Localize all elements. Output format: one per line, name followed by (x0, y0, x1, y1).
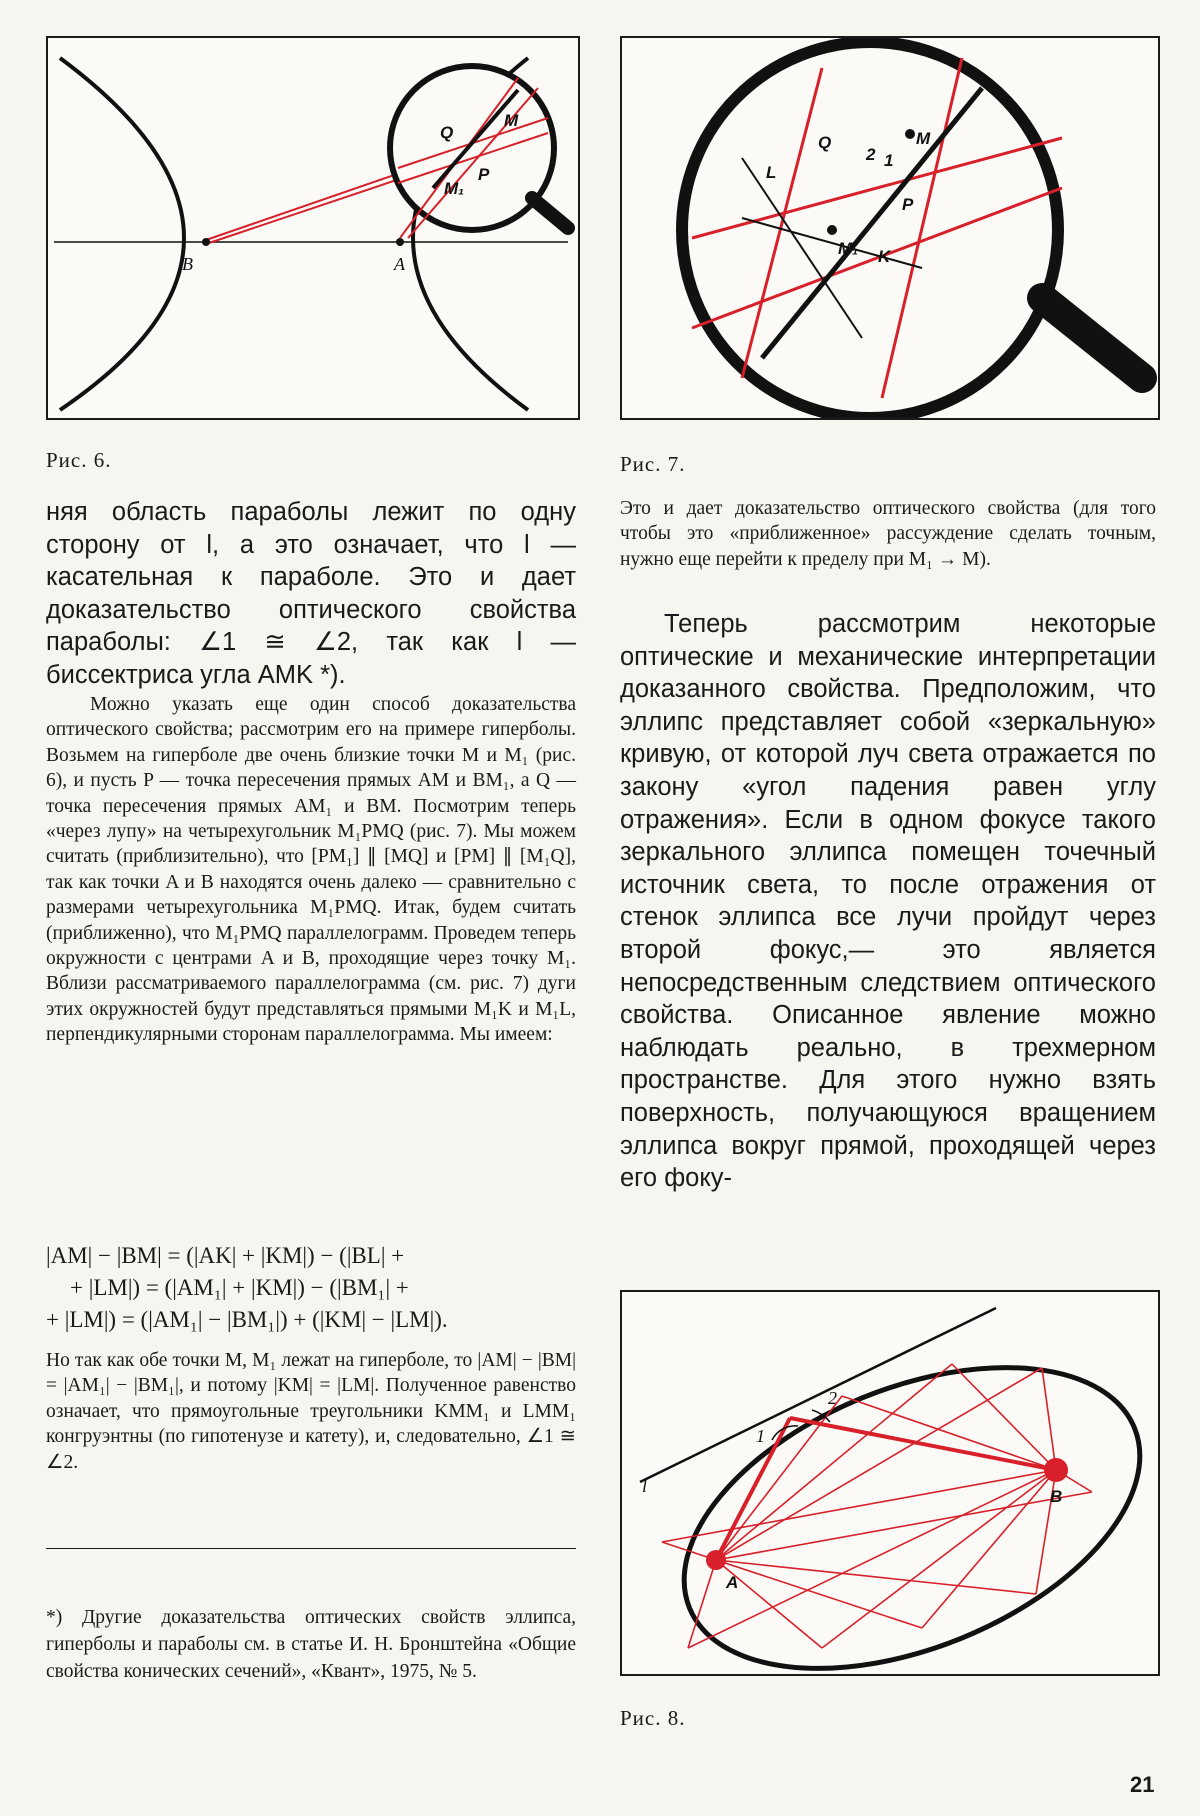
label-a: A (726, 1573, 739, 1592)
figure-7-drawing (622, 38, 1158, 418)
label-k: K (878, 247, 891, 266)
point-b (202, 238, 210, 246)
left-after-equation-text: Но так как обе точки M, M₁ лежат на гиперболе, то |AM| − |BM| = |AM₁| − |BM₁|, и потому |KM| = |LM|. Полученное равенство означает, что прямоугольные треугольники KMM₁ и LMM₁ конгруэнтны (по гипотенузе и катету), и, следовательно, ∠1 ≅ ∠2. (46, 1350, 576, 1473)
right-small-text: Это и дает доказательство оптического свойства (для того чтобы это «приближенное» рассуждение сделать точным, нужно еще перейти к пределу при M₁ → M). (620, 498, 1156, 570)
label-m: M (504, 111, 519, 130)
figure-8 (620, 1290, 1160, 1676)
figure-7-caption: Рис. 7. (620, 452, 686, 476)
label-l: l (642, 1476, 648, 1496)
magnifier-lens (682, 42, 1058, 418)
point-m1 (827, 225, 837, 235)
magnifier-handle (1042, 298, 1142, 378)
tangent-line-l (640, 1308, 996, 1482)
label-a: A (394, 254, 405, 274)
magnifier-handle (532, 198, 568, 228)
hyperbola-left-branch (60, 58, 184, 410)
point-m (905, 129, 915, 139)
figure-7 (620, 36, 1160, 420)
label-p: P (478, 165, 490, 184)
label-q: Q (818, 133, 832, 152)
label-b: B (182, 254, 193, 274)
label-q: Q (440, 123, 454, 142)
label-m1: M₁ (444, 179, 465, 198)
equation-line-1: |AM| − |BM| = (|AK| + |KM|) − (|BL| + (46, 1243, 405, 1268)
equation-line-3: + |LM|) = (|AM₁| − |BM₁|) + (|KM| − |LM|). (46, 1307, 448, 1332)
label-angle-2: 2 (866, 145, 876, 164)
ellipse (641, 1308, 1158, 1674)
magnifier-lens (390, 66, 554, 230)
label-angle-1: 1 (756, 1426, 765, 1446)
left-small-text: Можно указать еще один способ доказательства оптического свойства; рассмотрим его на примере гиперболы. Возьмем на гиперболе две очень близкие точки M и M₁ (рис. 6), и пусть P — точка пересечения прямых AM и BM₁, а Q — точка пересечения прямых AM₁ и BM. Посмотрим теперь «через лупу» на четырехугольник M₁PMQ (рис. 7). Мы можем считать (приблизительно), что [PM₁] ∥ [MQ] и [PM] ∥ [M₁Q], так как точки A и B находятся очень далеко — сравнительно с размерами четырехугольника M₁PMQ. Итак, будем считать (приближенно), что M₁PMQ параллелограмм. Проведем теперь окружности с центрами A и B, проходящие через точку M₁. Вблизи рассматриваемого параллелограмма (см. рис. 7) дуги этих окружностей будут представляться прямыми M₁K и M₁L, перпендикулярными сторонам параллелограмма. Мы имеем: (46, 694, 576, 1046)
figure-8-caption: Рис. 8. (620, 1706, 686, 1730)
footnote-rule (46, 1548, 576, 1549)
figure-6-drawing (48, 38, 578, 418)
label-angle-2: 2 (828, 1388, 837, 1408)
label-angle-1: 1 (884, 151, 894, 170)
equation-block (46, 1240, 576, 1336)
focus-a-burst (706, 1550, 726, 1570)
label-p: P (902, 195, 914, 214)
label-b: B (1050, 1487, 1063, 1506)
focus-b-burst (1044, 1458, 1068, 1482)
label-m1: M₁ (838, 239, 859, 258)
point-a (396, 238, 404, 246)
equation-line-2: + |LM|) = (|AM₁| + |KM|) − (|BM₁| + (70, 1275, 409, 1300)
label-m: M (916, 129, 931, 148)
label-l: L (766, 163, 777, 182)
footnote: *) Другие доказательства оптических свойств эллипса, гиперболы и параболы см. в статье И. Н. Бронштейна «Общие свойства конических сечений», «Квант», 1975, № 5. (46, 1607, 576, 1682)
left-main-text: няя область параболы лежит по одну сторону от l, а это означает, что l — касательная к параболе. Это и дает доказательство оптического свойства параболы: ∠1 ≅ ∠2, так как l — биссектриса угла AMK *). (46, 498, 576, 689)
figure-6 (46, 36, 580, 420)
right-main-text: Теперь рассмотрим некоторые оптические и механические интерпретации доказанного свойства. Предположим, что эллипс представляет собой «зеркальную» кривую, от которой луч света отражается по закону «угол падения равен углу отражения». Если в одном фокусе такого зеркального эллипса помещен точечный источник света, то после отражения от стенок эллипса все лучи пройдут через второй фокус,— это является непосредственным следствием оптического свойства. Описанное явление можно наблюдать реально, в трехмерном пространстве. Для этого нужно взять поверхность, получающуюся вращением эллипса вокруг прямой, проходящей через его фоку- (620, 610, 1156, 1193)
figure-8-drawing (622, 1292, 1158, 1674)
page-number: 21 (1130, 1772, 1155, 1797)
figure-6-caption: Рис. 6. (46, 448, 112, 472)
